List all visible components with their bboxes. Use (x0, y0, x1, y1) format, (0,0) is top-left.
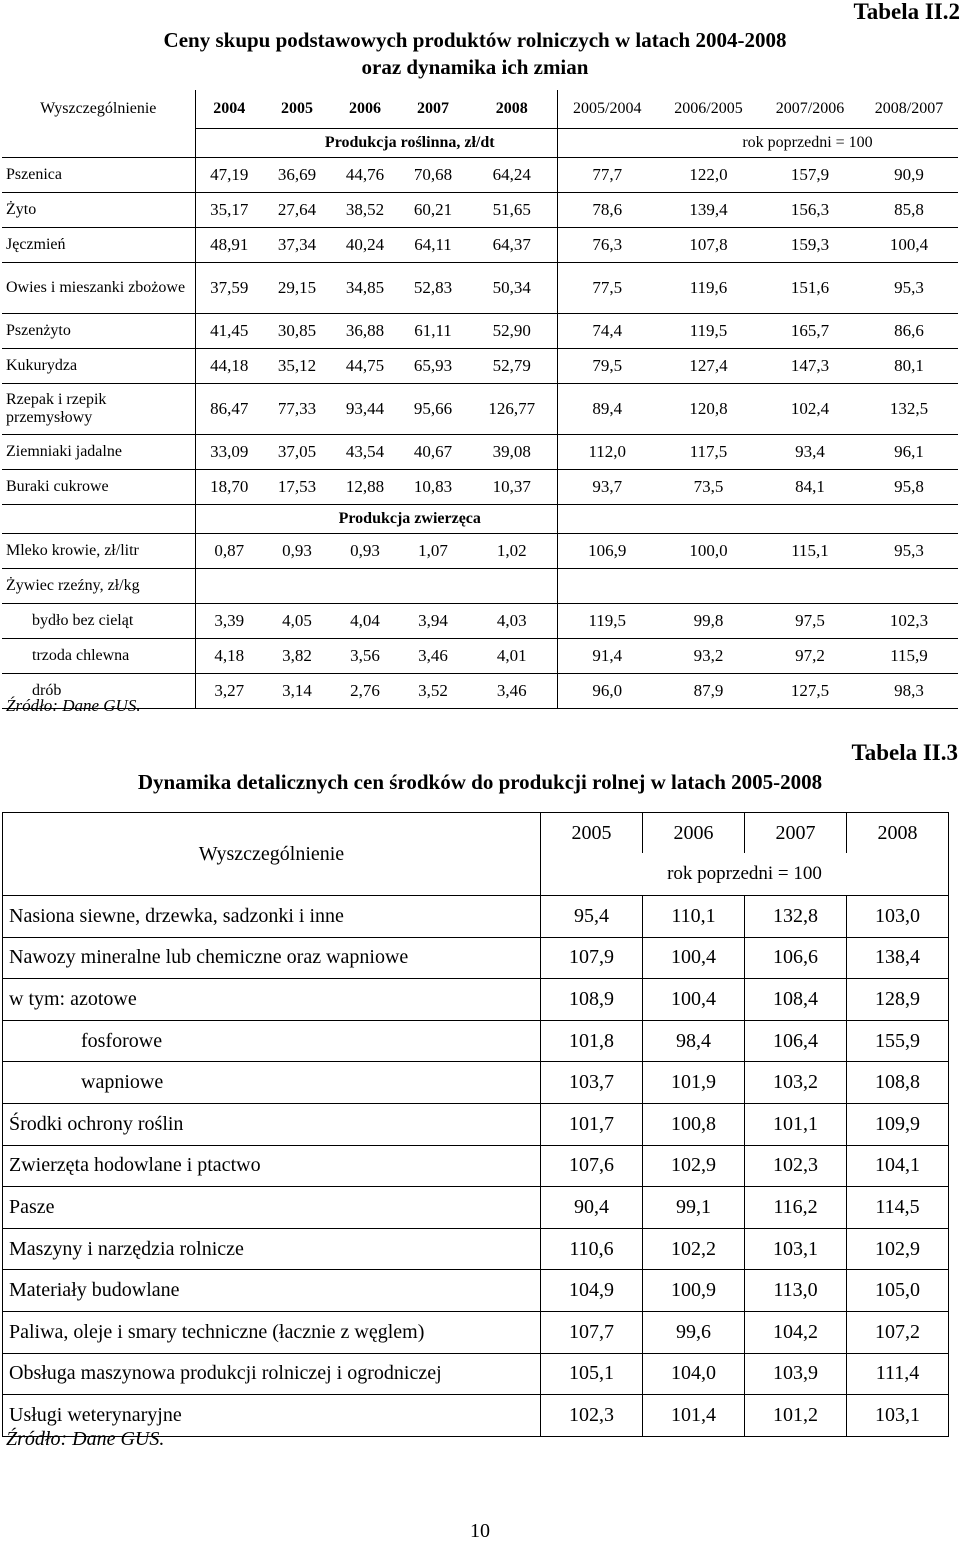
table-2-header-row (2, 90, 958, 129)
table-cell: 37,59 (195, 263, 263, 314)
table-cell: Materiały budowlane (3, 1270, 541, 1312)
table-cell: 0,93 (263, 534, 331, 569)
table-2-purchase-prices (2, 90, 958, 709)
table-cell: 10,83 (399, 470, 467, 505)
table-row (2, 263, 958, 314)
table-cell: 86,47 (195, 384, 263, 435)
table-cell: 159,3 (760, 228, 860, 263)
table-row (2, 435, 958, 470)
table-cell: 64,37 (467, 228, 557, 263)
table-cell: 93,2 (657, 639, 760, 674)
table-cell: 10,37 (467, 470, 557, 505)
table-cell: 108,8 (847, 1062, 949, 1104)
table-cell: 98,4 (643, 1020, 745, 1062)
table-cell: 3,39 (195, 604, 263, 639)
table-2-title (100, 27, 850, 81)
table-cell: 90,9 (860, 158, 958, 193)
table-row (2, 569, 958, 604)
header-cell: 2005 (541, 813, 643, 854)
table-cell: 3,14 (263, 674, 331, 709)
table-row (3, 1228, 949, 1270)
header-cell: 2007 (745, 813, 847, 854)
table-cell: 52,79 (467, 349, 557, 384)
table-row (3, 896, 949, 938)
table-cell: 101,7 (541, 1103, 643, 1145)
table-cell: 99,6 (643, 1311, 745, 1353)
table-cell: 77,5 (557, 263, 657, 314)
table-cell: 12,88 (331, 470, 399, 505)
table-cell: 99,8 (657, 604, 760, 639)
table-cell: 101,1 (745, 1103, 847, 1145)
table-2-title-line-2: oraz dynamika ich zmian (361, 55, 589, 79)
section-animal-heading: Produkcja zwierzęca (263, 505, 557, 534)
table-cell: 104,0 (643, 1353, 745, 1395)
table-cell: 48,91 (195, 228, 263, 263)
header-cell: 2008 (495, 100, 528, 117)
table-cell: 30,85 (263, 314, 331, 349)
table-cell: 119,5 (557, 604, 657, 639)
table-cell: 43,54 (331, 435, 399, 470)
table-cell: 93,44 (331, 384, 399, 435)
header-cell: 2007/2006 (775, 100, 845, 117)
table-row (3, 937, 949, 979)
table-3-header (3, 813, 949, 896)
table-cell: 86,6 (860, 314, 958, 349)
table-cell: 3,82 (263, 639, 331, 674)
table-row (2, 228, 958, 263)
table-cell: 107,2 (847, 1311, 949, 1353)
table-row (2, 193, 958, 228)
table-2-plant-rows (2, 158, 958, 505)
table-cell: 4,04 (331, 604, 399, 639)
table-row (3, 1311, 949, 1353)
table-cell: 101,9 (643, 1062, 745, 1104)
table-cell: 36,69 (263, 158, 331, 193)
table-cell: 78,6 (557, 193, 657, 228)
table-cell: 84,1 (760, 470, 860, 505)
table-3-title: Dynamika detalicznych cen środków do produkcji rolnej w latach 2005-2008 (137, 770, 823, 794)
prev-year-note: rok poprzedni = 100 (657, 129, 958, 158)
table-cell: 41,45 (195, 314, 263, 349)
table-cell: 107,7 (541, 1311, 643, 1353)
table-cell: 102,3 (745, 1145, 847, 1187)
table-cell: 39,08 (467, 435, 557, 470)
table-cell: 110,6 (541, 1228, 643, 1270)
table-cell: 104,9 (541, 1270, 643, 1312)
table-row (2, 639, 958, 674)
table-cell: 95,3 (860, 534, 958, 569)
table-cell: 108,9 (541, 979, 643, 1021)
table-cell: 113,0 (745, 1270, 847, 1312)
table-row (2, 384, 958, 435)
table-cell: 101,8 (541, 1020, 643, 1062)
table-cell: 107,6 (541, 1145, 643, 1187)
table-cell: 80,1 (860, 349, 958, 384)
header-cell: Wyszczególnienie (40, 100, 157, 118)
table-cell: 89,4 (557, 384, 657, 435)
table-cell: 87,9 (657, 674, 760, 709)
table-cell: 104,1 (847, 1145, 949, 1187)
table-cell: 37,05 (263, 435, 331, 470)
table-cell: 4,03 (467, 604, 557, 639)
header-cell: 2005 (281, 100, 313, 117)
table-cell: 93,4 (760, 435, 860, 470)
table-cell: 90,4 (541, 1187, 643, 1229)
table-cell: Owies i mieszanki zbożowe (2, 263, 195, 314)
table-cell: 85,8 (860, 193, 958, 228)
table-cell: 91,4 (557, 639, 657, 674)
table-cell: 61,11 (399, 314, 467, 349)
livestock-heading: Żywiec rzeźny, zł/kg (2, 569, 195, 604)
table-cell: Jęczmień (2, 228, 195, 263)
table-cell: 147,3 (760, 349, 860, 384)
table-cell: 165,7 (760, 314, 860, 349)
table-cell: bydło bez cieląt (2, 604, 195, 639)
header-cell: 2006/2005 (674, 100, 743, 117)
table-cell: 50,34 (467, 263, 557, 314)
table-cell: 77,7 (557, 158, 657, 193)
table-row (2, 674, 958, 709)
table-row (2, 158, 958, 193)
table-cell: Kukurydza (2, 349, 195, 384)
table-2-title-line-1: Ceny skupu podstawowych produktów rolniczych w latach 2004-2008 (163, 28, 787, 52)
table-cell: 98,3 (860, 674, 958, 709)
table-row (2, 604, 958, 639)
header-cell: Wyszczególnienie (3, 813, 541, 896)
table-cell: 103,2 (745, 1062, 847, 1104)
table-cell: 105,0 (847, 1270, 949, 1312)
table-cell: 35,12 (263, 349, 331, 384)
table-cell: Buraki cukrowe (2, 470, 195, 505)
table-cell: 103,7 (541, 1062, 643, 1104)
table-2-source: Źródło: Dane GUS. (6, 696, 141, 715)
table-cell: 100,4 (643, 979, 745, 1021)
table-cell: 52,90 (467, 314, 557, 349)
header-cell: 2005/2004 (557, 90, 657, 129)
table-cell: Zwierzęta hodowlane i ptactwo (3, 1145, 541, 1187)
table-cell: 3,46 (399, 639, 467, 674)
table-cell: 35,17 (195, 193, 263, 228)
table-cell: Nawozy mineralne lub chemiczne oraz wapniowe (3, 937, 541, 979)
table-cell: 106,9 (557, 534, 657, 569)
table-cell: 103,1 (745, 1228, 847, 1270)
table-cell: 127,5 (760, 674, 860, 709)
table-cell: 97,5 (760, 604, 860, 639)
table-cell: 119,6 (657, 263, 760, 314)
table-cell: 103,1 (847, 1395, 949, 1437)
table-cell: 104,2 (745, 1311, 847, 1353)
table-cell: 117,5 (657, 435, 760, 470)
table-cell: 96,1 (860, 435, 958, 470)
table-cell: 95,66 (399, 384, 467, 435)
table-cell: 95,3 (860, 263, 958, 314)
table-cell: 3,46 (467, 674, 557, 709)
table-cell: 40,24 (331, 228, 399, 263)
header-cell: 2008 (847, 813, 949, 854)
table-cell: 3,27 (195, 674, 263, 709)
table-cell: 0,93 (331, 534, 399, 569)
table-row (3, 1062, 949, 1104)
table-cell: 102,2 (643, 1228, 745, 1270)
table-cell: 44,18 (195, 349, 263, 384)
table-cell: 132,8 (745, 896, 847, 938)
table-cell: 127,4 (657, 349, 760, 384)
table-cell: 64,24 (467, 158, 557, 193)
table-2-label: Tabela II.2 (853, 0, 960, 24)
table-cell: 2,76 (331, 674, 399, 709)
table-row (2, 470, 958, 505)
table-cell: 126,77 (467, 384, 557, 435)
table-cell: Rzepak i rzepik przemysłowy (2, 384, 195, 435)
table-cell: 138,4 (847, 937, 949, 979)
table-row (2, 534, 958, 569)
table-cell: 52,83 (399, 263, 467, 314)
table-cell: 37,34 (263, 228, 331, 263)
table-cell: Pszenica (2, 158, 195, 193)
table-cell: 1,07 (399, 534, 467, 569)
table-row (3, 1103, 949, 1145)
table-cell: 18,70 (195, 470, 263, 505)
table-cell: 96,0 (557, 674, 657, 709)
table-cell: 34,85 (331, 263, 399, 314)
table-row (2, 349, 958, 384)
table-cell: 122,0 (657, 158, 760, 193)
table-cell: 107,8 (657, 228, 760, 263)
table-cell: 38,52 (331, 193, 399, 228)
table-cell: Maszyny i narzędzia rolnicze (3, 1228, 541, 1270)
table-cell: Pasze (3, 1187, 541, 1229)
table-cell: 100,4 (643, 937, 745, 979)
header-cell: 2007 (417, 100, 449, 117)
table-cell: Usługi weterynaryjne (3, 1395, 541, 1437)
table-cell: 27,64 (263, 193, 331, 228)
table-cell: 99,1 (643, 1187, 745, 1229)
table-cell: Nasiona siewne, drzewka, sadzonki i inne (3, 896, 541, 938)
table-cell: 119,5 (657, 314, 760, 349)
table-cell: 73,5 (657, 470, 760, 505)
table-cell: 77,33 (263, 384, 331, 435)
table-cell: 29,15 (263, 263, 331, 314)
table-cell: 4,01 (467, 639, 557, 674)
header-cell: 2006 (349, 100, 381, 117)
table-cell: 115,1 (760, 534, 860, 569)
table-cell: Środki ochrony roślin (3, 1103, 541, 1145)
table-2-header (2, 90, 958, 158)
table-cell: 116,2 (745, 1187, 847, 1229)
table-cell: 17,53 (263, 470, 331, 505)
table-cell: 44,75 (331, 349, 399, 384)
table-cell: 120,8 (657, 384, 760, 435)
table-cell: 1,02 (467, 534, 557, 569)
table-cell: 139,4 (657, 193, 760, 228)
table-cell: wapniowe (3, 1062, 541, 1104)
table-cell: 105,1 (541, 1353, 643, 1395)
table-row (3, 1353, 949, 1395)
table-cell: 65,93 (399, 349, 467, 384)
table-cell: 74,4 (557, 314, 657, 349)
table-cell: 36,88 (331, 314, 399, 349)
table-cell: 97,2 (760, 639, 860, 674)
table-cell: 64,11 (399, 228, 467, 263)
table-row (3, 979, 949, 1021)
table-cell: 109,9 (847, 1103, 949, 1145)
table-row (3, 1270, 949, 1312)
table-cell: 102,3 (860, 604, 958, 639)
page-number: 10 (470, 1520, 490, 1542)
table-2-unit-row (2, 129, 958, 158)
header-cell: 2006 (643, 813, 745, 854)
table-cell: 3,52 (399, 674, 467, 709)
table-cell: 103,9 (745, 1353, 847, 1395)
table-cell: 115,9 (860, 639, 958, 674)
table-cell: 0,87 (195, 534, 263, 569)
table-3-label: Tabela II.3 (851, 740, 958, 765)
table-cell: 112,0 (557, 435, 657, 470)
table-cell: 79,5 (557, 349, 657, 384)
table-3-rows (3, 896, 949, 1437)
table-cell: 3,94 (399, 604, 467, 639)
table-cell: 100,0 (657, 534, 760, 569)
table-2-livestock-rows (2, 604, 958, 709)
table-cell: Żyto (2, 193, 195, 228)
table-cell: 156,3 (760, 193, 860, 228)
table-cell: Pszenżyto (2, 314, 195, 349)
table-3-header-row (3, 813, 949, 854)
table-cell: 114,5 (847, 1187, 949, 1229)
table-cell: 157,9 (760, 158, 860, 193)
table-cell: 33,09 (195, 435, 263, 470)
table-cell: 95,4 (541, 896, 643, 938)
table-cell: 132,5 (860, 384, 958, 435)
table-cell: 108,4 (745, 979, 847, 1021)
table-cell: 70,68 (399, 158, 467, 193)
table-cell: 155,9 (847, 1020, 949, 1062)
table-3-source: Źródło: Dane GUS. (6, 1428, 165, 1450)
table-cell: 44,76 (331, 158, 399, 193)
table-cell: trzoda chlewna (2, 639, 195, 674)
table-cell: Ziemniaki jadalne (2, 435, 195, 470)
table-cell: 4,05 (263, 604, 331, 639)
table-row (2, 314, 958, 349)
header-cell: 2004 (195, 90, 263, 129)
table-cell: 93,7 (557, 470, 657, 505)
table-cell: 110,1 (643, 896, 745, 938)
table-cell: 51,65 (467, 193, 557, 228)
table-cell: 100,4 (860, 228, 958, 263)
table-cell: 128,9 (847, 979, 949, 1021)
table-row (3, 1187, 949, 1229)
table-cell: 111,4 (847, 1353, 949, 1395)
table-cell: 102,3 (541, 1395, 643, 1437)
table-cell: 100,9 (643, 1270, 745, 1312)
table-cell: 40,67 (399, 435, 467, 470)
table-cell: fosforowe (3, 1020, 541, 1062)
table-cell: 47,19 (195, 158, 263, 193)
table-cell: 102,9 (643, 1145, 745, 1187)
table-2-animal-section-row (2, 505, 958, 534)
table-cell: 102,9 (847, 1228, 949, 1270)
table-cell: 106,4 (745, 1020, 847, 1062)
table-cell: 107,9 (541, 937, 643, 979)
section-plant-heading: Produkcja roślinna, zł/dt (263, 129, 557, 158)
table-cell: 3,56 (331, 639, 399, 674)
table-cell: 103,0 (847, 896, 949, 938)
header-cell: 2008/2007 (874, 100, 944, 117)
table-row (3, 1020, 949, 1062)
table-cell: 101,4 (643, 1395, 745, 1437)
table-row (3, 1145, 949, 1187)
table-cell: drób (2, 674, 195, 709)
table-cell: 106,6 (745, 937, 847, 979)
table-cell: 4,18 (195, 639, 263, 674)
table-cell: 60,21 (399, 193, 467, 228)
table-cell: 151,6 (760, 263, 860, 314)
table-cell: Paliwa, oleje i smary techniczne (łacznie z węglem) (3, 1311, 541, 1353)
table-cell: Mleko krowie, zł/litr (2, 534, 195, 569)
table-3-input-price-dynamics (2, 812, 949, 1437)
table-cell: w tym: azotowe (3, 979, 541, 1021)
table-2-animal-rows (2, 505, 958, 604)
table-cell: 95,8 (860, 470, 958, 505)
table-cell: 101,2 (745, 1395, 847, 1437)
table-cell: Obsługa maszynowa produkcji rolniczej i ogrodniczej (3, 1353, 541, 1395)
table-cell: 100,8 (643, 1103, 745, 1145)
table-cell: 76,3 (557, 228, 657, 263)
table-cell: 102,4 (760, 384, 860, 435)
prev-year-note: rok poprzedni = 100 (541, 853, 949, 896)
